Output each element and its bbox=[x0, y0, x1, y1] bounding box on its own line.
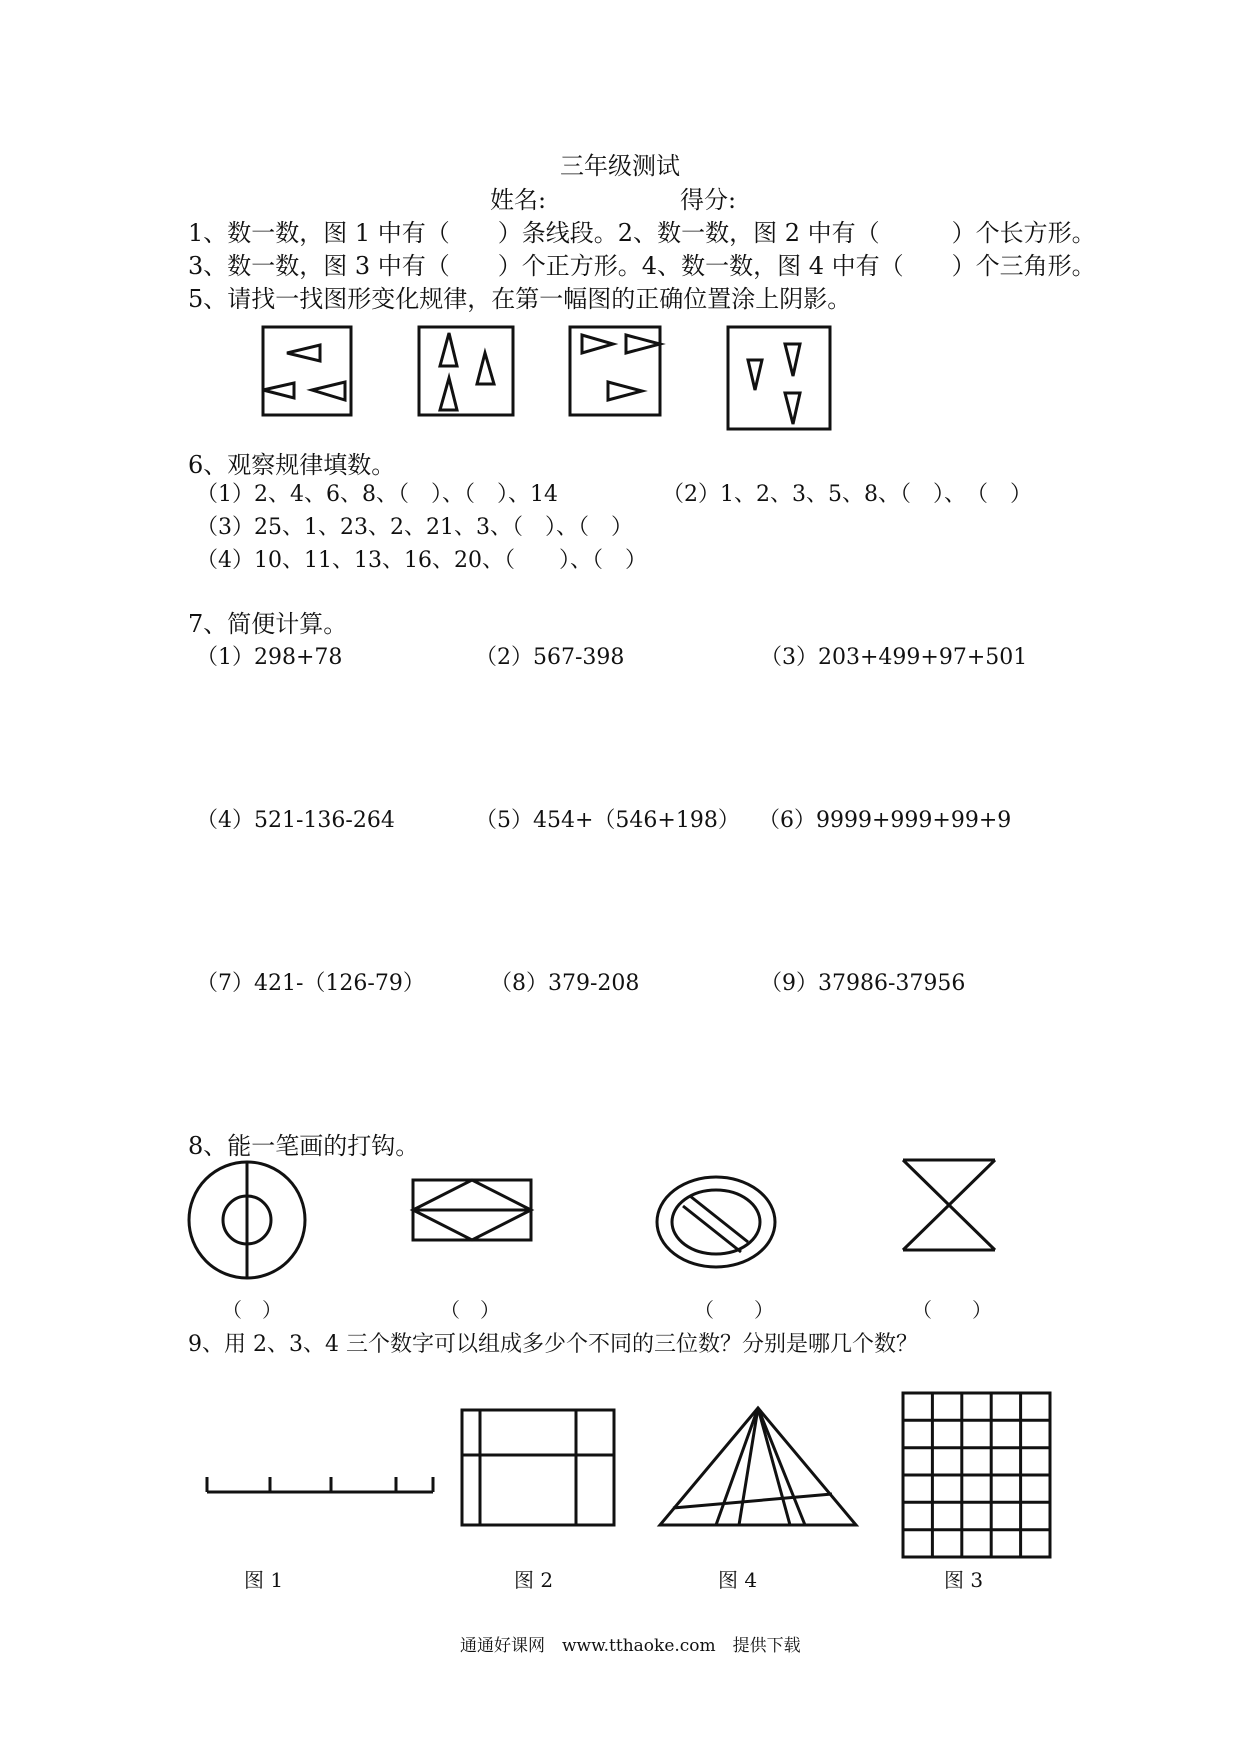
score-label: 得分: bbox=[680, 186, 737, 214]
figure-label-1: 图 1 bbox=[244, 1568, 284, 1592]
figure-2-rectangles bbox=[462, 1410, 614, 1525]
calc-item-6: （6）9999+999+99+9 bbox=[758, 808, 1012, 833]
figure-label-2: 图 2 bbox=[514, 1568, 554, 1592]
question-9: 9、用 2、3、4 三个数字可以组成多少个不同的三位数？分别是哪几个数？ bbox=[188, 1332, 918, 1357]
check-blank-3[interactable]: （ ） bbox=[694, 1298, 774, 1322]
calc-item-1: （1）298+78 bbox=[196, 645, 343, 670]
sequence-item-2: （2）1、2、3、5、8、（ ）、 （ ） bbox=[662, 482, 1032, 507]
figure-1-line-segments bbox=[207, 1477, 433, 1492]
calc-item-8: （8）379-208 bbox=[490, 971, 640, 996]
calc-item-7: （7）421-（126-79） bbox=[196, 971, 425, 996]
sequence-item-1: （1）2、4、6、8、（ ）、（ ）、14 bbox=[196, 482, 558, 507]
calc-item-2: （2）567-398 bbox=[475, 645, 625, 670]
calc-item-5: （5）454+（546+198） bbox=[475, 808, 740, 833]
calc-item-9: （9）37986-37956 bbox=[760, 971, 966, 996]
question-3-4: 3、数一数，图 3 中有（ ）个正方形。4、数一数，图 4 中有（ ）个三角形。 bbox=[188, 252, 1096, 280]
page-title: 三年级测试 bbox=[560, 152, 680, 180]
sequence-item-3: （3）25、1、23、2、21、3、（ ）、（ ） bbox=[196, 515, 633, 540]
question-5: 5、请找一找图形变化规律，在第一幅图的正确位置涂上阴影。 bbox=[188, 285, 852, 313]
check-blank-1[interactable]: （ ） bbox=[222, 1298, 282, 1322]
figure-label-4: 图 4 bbox=[718, 1568, 758, 1592]
question-7-heading: 7、简便计算。 bbox=[188, 610, 348, 638]
figure-label-3: 图 3 bbox=[944, 1568, 984, 1592]
question-6-heading: 6、观察规律填数。 bbox=[188, 451, 396, 479]
check-blank-2[interactable]: （ ） bbox=[440, 1298, 500, 1322]
figure-4-triangles bbox=[660, 1408, 856, 1525]
question-1-2: 1、数一数，图 1 中有（ ）条线段。2、数一数，图 2 中有（ ）个长方形。 bbox=[188, 219, 1096, 247]
figure-3-grid bbox=[903, 1393, 1050, 1557]
calc-item-4: （4）521-136-264 bbox=[196, 808, 395, 833]
question-8-heading: 8、能一笔画的打钩。 bbox=[188, 1132, 420, 1160]
check-blank-4[interactable]: （ ） bbox=[912, 1298, 992, 1322]
footer-credit: 通通好课网 www.tthaoke.com 提供下载 bbox=[460, 1636, 801, 1656]
calc-item-3: （3）203+499+97+501 bbox=[760, 645, 1028, 670]
sequence-item-4: （4）10、11、13、16、20、（ ）、（ ） bbox=[196, 548, 647, 573]
name-label: 姓名: bbox=[490, 186, 547, 214]
